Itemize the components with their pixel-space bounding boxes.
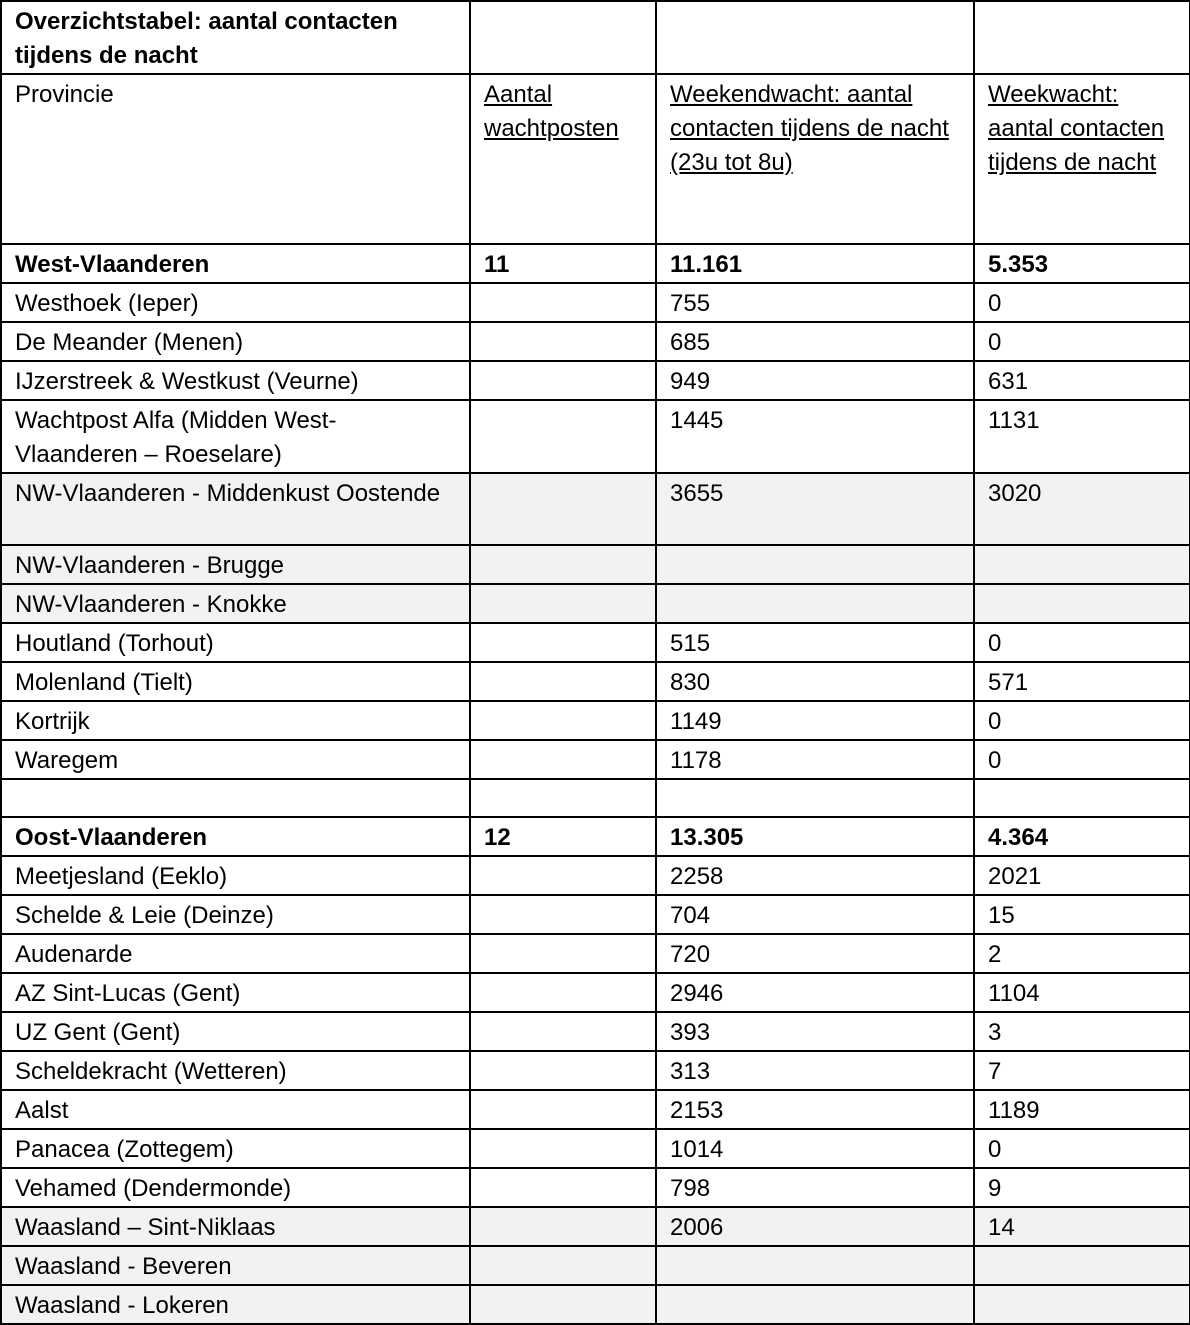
cell-weekwacht: 2 — [974, 934, 1190, 973]
province-row — [1, 244, 1190, 283]
cell-wachtposten — [470, 740, 656, 779]
table-row — [1, 934, 1190, 973]
cell-weekendwacht: 13.305 — [656, 817, 974, 856]
table-row — [1, 1246, 1190, 1285]
header-row — [1, 74, 1190, 244]
cell-wachtposten — [470, 895, 656, 934]
cell-name: Panacea (Zottegem) — [1, 1129, 470, 1168]
cell-wachtposten — [470, 1012, 656, 1051]
cell-weekwacht: 0 — [974, 623, 1190, 662]
cell-name — [1, 779, 470, 817]
table-row — [1, 895, 1190, 934]
cell-weekendwacht: 720 — [656, 934, 974, 973]
cell-wachtposten — [470, 973, 656, 1012]
cell-weekwacht — [974, 584, 1190, 623]
cell-wachtposten — [470, 934, 656, 973]
table-row — [1, 322, 1190, 361]
cell-weekwacht: 9 — [974, 1168, 1190, 1207]
cell-weekwacht: 15 — [974, 895, 1190, 934]
cell-name: West-Vlaanderen — [1, 244, 470, 283]
cell-weekendwacht: 798 — [656, 1168, 974, 1207]
cell-name: Wachtpost Alfa (Midden West-Vlaanderen – Roeselare) — [1, 400, 470, 473]
header-weekwacht-label: Weekwacht: aantal contacten tijdens de nacht — [988, 81, 1165, 176]
cell-wachtposten — [470, 701, 656, 740]
table-row — [1, 973, 1190, 1012]
cell-wachtposten — [470, 400, 656, 473]
cell-weekwacht — [974, 779, 1190, 817]
cell-wachtposten — [470, 623, 656, 662]
cell-name: Westhoek (Ieper) — [1, 283, 470, 322]
cell-weekendwacht: 313 — [656, 1051, 974, 1090]
table-row — [1, 361, 1190, 400]
cell-weekwacht: 0 — [974, 740, 1190, 779]
cell-name: Scheldekracht (Wetteren) — [1, 1051, 470, 1090]
table-row — [1, 1207, 1190, 1246]
cell-weekendwacht: 755 — [656, 283, 974, 322]
spacer-row — [1, 779, 1190, 817]
cell-name: NW-Vlaanderen - Middenkust Oostende — [1, 473, 470, 545]
cell-name: Waregem — [1, 740, 470, 779]
title-row — [1, 1, 1190, 74]
cell-name: Vehamed (Dendermonde) — [1, 1168, 470, 1207]
cell-weekendwacht: 1149 — [656, 701, 974, 740]
cell-name: Oost-Vlaanderen — [1, 817, 470, 856]
cell-wachtposten — [470, 779, 656, 817]
table-row — [1, 662, 1190, 701]
table-row — [1, 740, 1190, 779]
cell-wachtposten — [470, 283, 656, 322]
cell-weekwacht: 571 — [974, 662, 1190, 701]
header-provincie — [1, 74, 470, 244]
header-weekendwacht — [656, 74, 974, 244]
cell-weekendwacht: 3655 — [656, 473, 974, 545]
table-row — [1, 856, 1190, 895]
table-row — [1, 701, 1190, 740]
cell-wachtposten — [470, 1051, 656, 1090]
cell-weekwacht: 0 — [974, 701, 1190, 740]
cell-wachtposten — [470, 1090, 656, 1129]
cell-weekwacht — [974, 545, 1190, 584]
cell-name: Audenarde — [1, 934, 470, 973]
cell-wachtposten — [470, 1129, 656, 1168]
table-row — [1, 400, 1190, 473]
cell-name: NW-Vlaanderen - Brugge — [1, 545, 470, 584]
cell-weekendwacht: 1014 — [656, 1129, 974, 1168]
cell-weekendwacht — [656, 779, 974, 817]
cell-weekendwacht: 830 — [656, 662, 974, 701]
cell-name: Waasland - Lokeren — [1, 1285, 470, 1324]
cell-wachtposten — [470, 584, 656, 623]
table-row — [1, 1051, 1190, 1090]
province-row — [1, 817, 1190, 856]
table-row — [1, 1090, 1190, 1129]
cell-name: IJzerstreek & Westkust (Veurne) — [1, 361, 470, 400]
cell-weekendwacht — [656, 1285, 974, 1324]
cell-weekendwacht: 685 — [656, 322, 974, 361]
cell-wachtposten — [470, 1168, 656, 1207]
cell-weekwacht: 0 — [974, 283, 1190, 322]
cell-wachtposten — [470, 1285, 656, 1324]
cell-weekendwacht: 2946 — [656, 973, 974, 1012]
cell-name: Aalst — [1, 1090, 470, 1129]
cell-weekendwacht: 2153 — [656, 1090, 974, 1129]
cell-weekendwacht: 393 — [656, 1012, 974, 1051]
cell-weekendwacht: 1445 — [656, 400, 974, 473]
cell-name: Houtland (Torhout) — [1, 623, 470, 662]
table-row — [1, 283, 1190, 322]
cell-weekwacht: 0 — [974, 1129, 1190, 1168]
table-row — [1, 584, 1190, 623]
empty-cell — [656, 1, 974, 74]
cell-weekwacht: 0 — [974, 322, 1190, 361]
table-title: Overzichtstabel: aantal contacten tijdens de nacht — [1, 1, 470, 74]
cell-wachtposten — [470, 545, 656, 584]
cell-weekwacht: 14 — [974, 1207, 1190, 1246]
cell-wachtposten — [470, 1207, 656, 1246]
table-row — [1, 623, 1190, 662]
cell-weekwacht: 631 — [974, 361, 1190, 400]
cell-name: Schelde & Leie (Deinze) — [1, 895, 470, 934]
cell-weekwacht: 3 — [974, 1012, 1190, 1051]
cell-weekendwacht: 1178 — [656, 740, 974, 779]
cell-weekendwacht — [656, 545, 974, 584]
cell-wachtposten — [470, 856, 656, 895]
cell-wachtposten — [470, 473, 656, 545]
cell-weekendwacht: 704 — [656, 895, 974, 934]
cell-name: NW-Vlaanderen - Knokke — [1, 584, 470, 623]
cell-wachtposten: 12 — [470, 817, 656, 856]
cell-wachtposten: 11 — [470, 244, 656, 283]
empty-cell — [974, 1, 1190, 74]
cell-weekendwacht: 2258 — [656, 856, 974, 895]
cell-weekendwacht: 949 — [656, 361, 974, 400]
cell-weekendwacht: 515 — [656, 623, 974, 662]
cell-name: De Meander (Menen) — [1, 322, 470, 361]
header-provincie-label: Provincie — [15, 81, 114, 108]
empty-cell — [470, 1, 656, 74]
table-row — [1, 473, 1190, 545]
cell-weekendwacht — [656, 584, 974, 623]
table-row — [1, 1129, 1190, 1168]
cell-weekwacht: 5.353 — [974, 244, 1190, 283]
cell-name: Kortrijk — [1, 701, 470, 740]
cell-name: Waasland – Sint-Niklaas — [1, 1207, 470, 1246]
cell-name: Meetjesland (Eeklo) — [1, 856, 470, 895]
cell-name: AZ Sint-Lucas (Gent) — [1, 973, 470, 1012]
cell-name: Molenland (Tielt) — [1, 662, 470, 701]
table-row — [1, 1285, 1190, 1324]
cell-weekwacht — [974, 1246, 1190, 1285]
cell-name: UZ Gent (Gent) — [1, 1012, 470, 1051]
cell-wachtposten — [470, 1246, 656, 1285]
cell-weekendwacht: 2006 — [656, 1207, 974, 1246]
cell-weekwacht: 2021 — [974, 856, 1190, 895]
cell-weekwacht: 7 — [974, 1051, 1190, 1090]
cell-weekendwacht: 11.161 — [656, 244, 974, 283]
header-weekendwacht-label: Weekendwacht: aantal contacten tijdens de nacht (23u tot 8u) — [670, 81, 949, 176]
header-wachtposten-label: Aantal wachtposten — [484, 81, 619, 142]
header-wachtposten — [470, 74, 656, 244]
table-row — [1, 1168, 1190, 1207]
cell-weekendwacht — [656, 1246, 974, 1285]
cell-name: Waasland - Beveren — [1, 1246, 470, 1285]
cell-wachtposten — [470, 322, 656, 361]
cell-wachtposten — [470, 662, 656, 701]
cell-weekwacht: 3020 — [974, 473, 1190, 545]
cell-weekwacht — [974, 1285, 1190, 1324]
cell-weekwacht: 1189 — [974, 1090, 1190, 1129]
header-weekwacht — [974, 74, 1190, 244]
table-row — [1, 1012, 1190, 1051]
cell-weekwacht: 1104 — [974, 973, 1190, 1012]
cell-weekwacht: 4.364 — [974, 817, 1190, 856]
cell-weekwacht: 1131 — [974, 400, 1190, 473]
cell-wachtposten — [470, 361, 656, 400]
table-row — [1, 545, 1190, 584]
